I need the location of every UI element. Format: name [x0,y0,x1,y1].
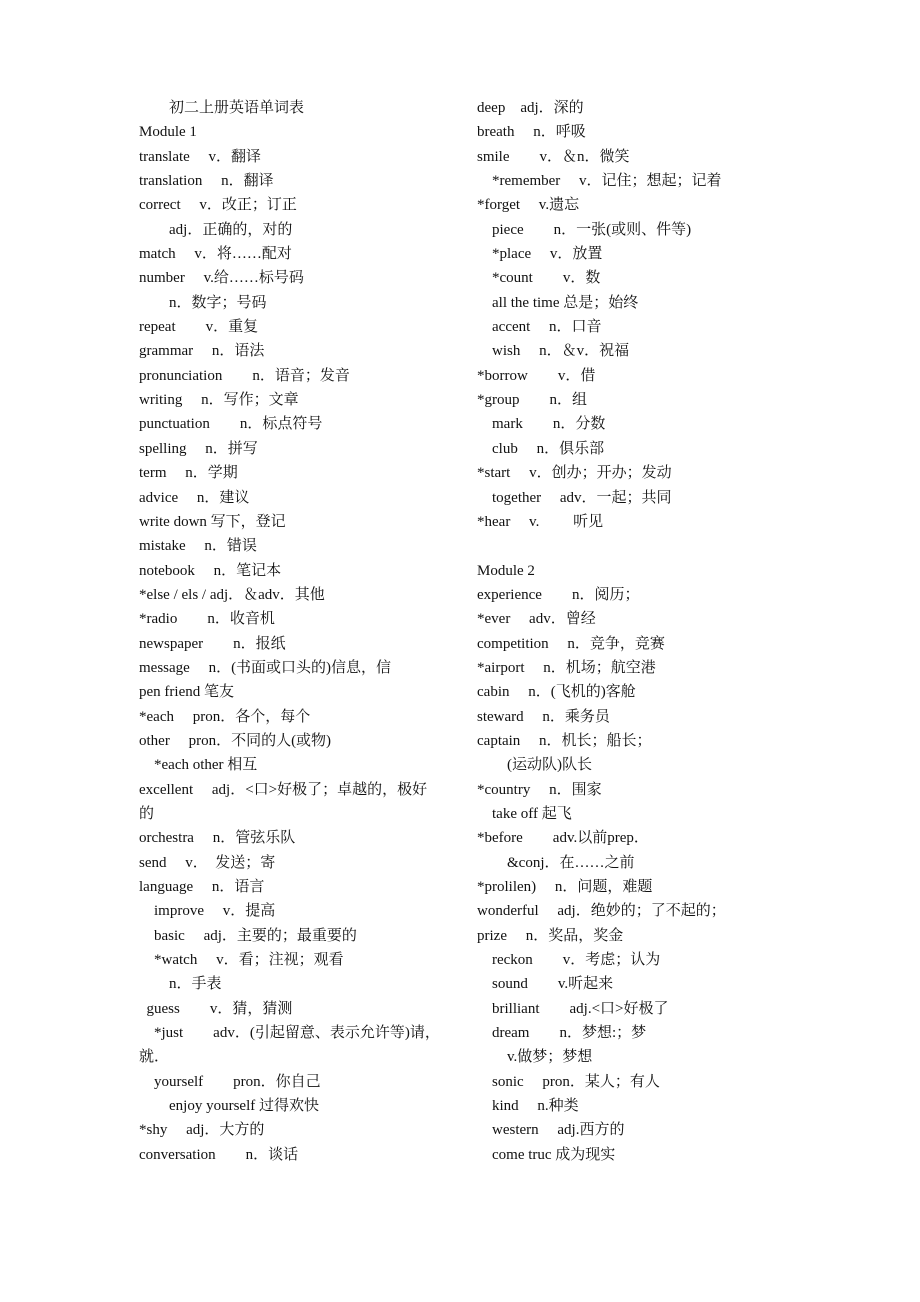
text-line: take off 起飞 [477,805,572,822]
text-line: piece n．一张(或则、件等) [477,221,692,238]
text-line: writing n．写作；文章 [139,392,299,409]
text-line: excellent adj．<口>好极了；卓越的，极好 [139,781,428,798]
text-line: *before adv.以前prep． [477,830,649,847]
text-line: *hear v. 听见 [477,513,604,530]
text-line: number v.给……标号码 [139,270,304,287]
text-line: advice n．建议 [139,489,250,506]
text-line: translation n．翻译 [139,173,274,190]
text-line: mark n．分数 [477,416,606,433]
text-line: *place v．放置 [477,246,603,263]
text-line: other pron．不同的人(或物) [139,732,332,749]
text-line: repeat v．重复 [139,319,259,336]
text-line: *group n．组 [477,392,587,409]
text-line: accent n．口音 [477,319,602,336]
text-line: correct v．改正；订正 [139,197,297,214]
text-line: smile v．＆n．微笑 [477,148,630,165]
text-line: wonderful adj．绝妙的；了不起的； [477,903,726,920]
text-line: sonic pron．某人；有人 [477,1073,660,1090]
text-line: captain n．机长；船长； [477,732,652,749]
text-line: competition n．竞争，竞赛 [477,635,665,652]
text-line: *count v．数 [477,270,601,287]
text-line: newspaper n．报纸 [139,635,286,652]
text-line: term n．学期 [139,465,238,482]
text-line: *watch v．看；注视；观看 [139,952,344,969]
text-line: deep adj．深的 [477,100,584,116]
text-line: 就． [139,1049,170,1066]
text-line: match v．将……配对 [139,246,292,263]
text-line: Module 1 [139,124,197,141]
text-line: all the time 总是；始终 [477,294,639,311]
text-line: breath n．呼吸 [477,124,586,141]
text-line: mistake n．错误 [139,538,257,555]
text-line: adj．正确的，对的 [139,221,293,238]
text-line: grammar n．语法 [139,343,265,360]
text-line: *prolilen) n．问题，难题 [477,879,653,895]
text-line: improve v．提高 [139,903,276,920]
text-line: pen friend 笔友 [139,684,234,701]
text-line: translate v．翻译 [139,148,262,165]
text-line: *borrow v．借 [477,367,596,384]
text-line: cabin n．(飞机的)客舱 [477,684,636,701]
text-line: message n．(书面或口头的)信息，信 [139,659,392,676]
text-line: language n．语言 [139,879,265,895]
text-line: n．手表 [139,976,222,993]
text-line: enjoy yourself 过得欢快 [139,1098,319,1115]
text-line: *each pron．各个，每个 [139,708,311,725]
text-line: write down 写下，登记 [139,513,286,530]
text-line: come truc 成为现实 [477,1146,616,1163]
text-line: 的 [139,805,155,822]
text-line: brilliant adj.<口>好极了 [477,1000,669,1017]
text-line: send v． 发送；寄 [139,854,276,871]
text-line: spelling n．拼写 [139,440,258,457]
text-line: orchestra n．管弦乐队 [139,830,296,847]
text-line: *shy adj．大方的 [139,1122,265,1139]
text-line: sound v.听起来 [477,976,614,993]
text-line: steward n．乘务员 [477,708,610,725]
text-line: *just adv．(引起留意、表示允许等)请， [139,1025,440,1042]
text-line: punctuation n．标点符号 [139,416,323,433]
blank-line [477,534,777,558]
text-line: prize n．奖品，奖金 [477,927,624,944]
right-column [477,96,777,1167]
text-line: *country n．围家 [477,781,602,798]
left-column [139,96,449,1167]
text-line: wish n．＆v．祝福 [477,343,630,360]
text-line: *start v．创办；开办；发动 [477,465,672,482]
text-line: 初二上册英语单词表 [139,100,305,116]
text-line: together adv．一起；共同 [477,489,672,506]
text-line: conversation n．谈话 [139,1146,299,1163]
text-line: basic adj．主要的；最重要的 [139,927,357,944]
text-line: reckon v．考虑；认为 [477,952,661,969]
text-line: dream n．梦想:；梦 [477,1025,647,1042]
text-line: *forget v.遗忘 [477,197,580,214]
text-line: guess v．猜，猜测 [139,1000,293,1017]
text-line: experience n．阅历； [477,586,640,603]
text-line: western adj.西方的 [477,1122,625,1139]
text-line: n．数字；号码 [139,294,267,311]
text-line: *airport n．机场；航空港 [477,659,656,676]
text-line: (运动队)队长 [477,757,592,774]
text-line: *remember v．记住；想起；记着 [477,173,722,190]
text-line: Module 2 [477,562,535,579]
text-line: v.做梦；梦想 [477,1049,593,1066]
text-line: *else / els / adj．＆adv．其他 [139,586,325,603]
text-line: *radio n．收音机 [139,611,275,628]
text-line: notebook n．笔记本 [139,562,282,579]
text-line: &conj．在……之前 [477,854,635,871]
text-line: yourself pron．你自己 [139,1073,321,1090]
text-line: kind n.种类 [477,1098,579,1115]
text-line: *ever adv．曾经 [477,611,596,628]
text-line: club n．俱乐部 [477,440,605,457]
text-line: *each other 相互 [139,757,258,774]
text-line: pronunciation n．语音；发音 [139,367,350,384]
